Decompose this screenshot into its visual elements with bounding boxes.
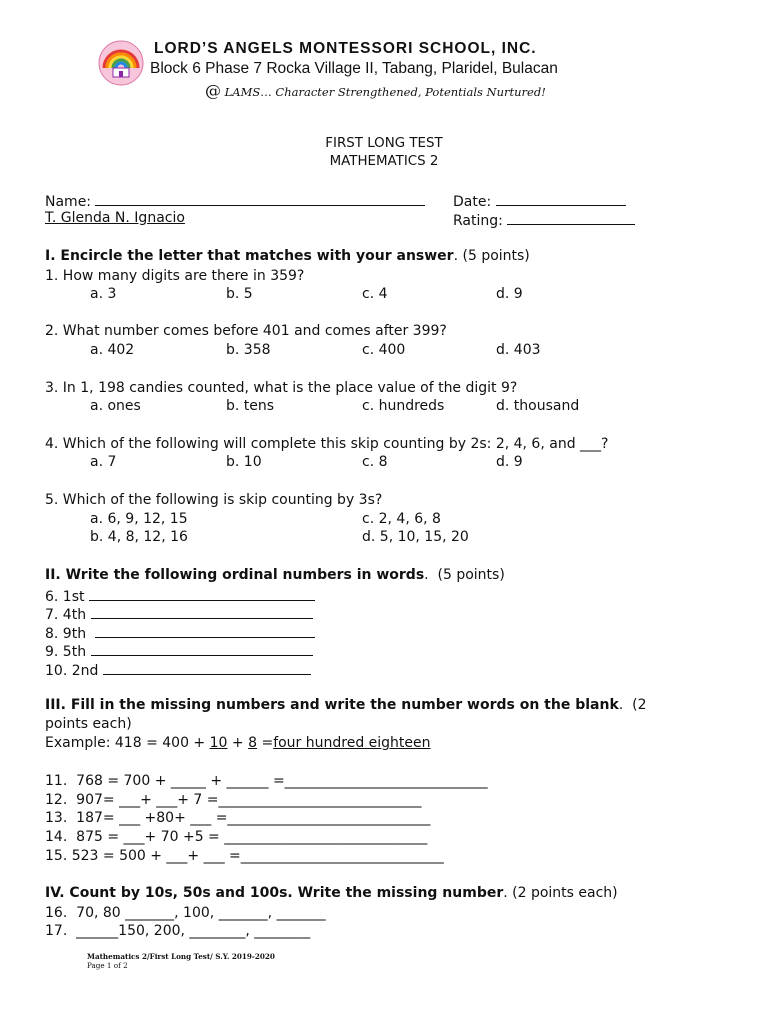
footer-course: Mathematics 2/First Long Test/ S.Y. 2019-2020 xyxy=(87,952,275,961)
ordinal-blank-10[interactable] xyxy=(103,660,311,675)
number-item-14[interactable]: 14. 875 = ___+ 70 +5 = _____________________________ xyxy=(45,829,428,845)
q5-option-c[interactable]: c. 2, 4, 6, 8 xyxy=(362,511,441,527)
q1-option-b[interactable]: b. 5 xyxy=(226,286,253,302)
part3-example xyxy=(45,735,431,751)
number-item-15[interactable]: 15. 523 = 500 + ___+ ___ =_____________________________ xyxy=(45,848,444,864)
footer-page: Page 1 of 2 xyxy=(87,961,128,970)
name-label: Name: xyxy=(45,194,92,210)
example-equals: = xyxy=(257,735,274,751)
question-3: 3. In 1, 198 candies counted, what is the place value of the digit 9? xyxy=(45,380,518,396)
ordinal-label-8: 8. 9th xyxy=(45,626,87,642)
q2-option-d[interactable]: d. 403 xyxy=(496,342,541,358)
part4-heading-line xyxy=(45,885,618,901)
ordinal-label-7: 7. 4th xyxy=(45,607,87,623)
q1-option-a[interactable]: a. 3 xyxy=(90,286,117,302)
ordinal-item-7[interactable] xyxy=(45,604,313,623)
ordinal-blank-7[interactable] xyxy=(91,604,313,619)
date-field[interactable] xyxy=(453,191,626,210)
q2-option-b[interactable]: b. 358 xyxy=(226,342,271,358)
example-words: four hundred eighteen xyxy=(273,735,431,751)
part1-points: . (5 points) xyxy=(453,248,530,264)
school-logo-icon xyxy=(98,40,144,86)
ordinal-item-10[interactable] xyxy=(45,660,311,679)
name-blank[interactable] xyxy=(95,191,425,206)
part3-heading-line xyxy=(45,697,647,713)
ordinal-label-6: 6. 1st xyxy=(45,589,85,605)
part2-points: . (5 points) xyxy=(424,567,505,583)
part3-heading: III. Fill in the missing numbers and write the number words on the blank xyxy=(45,697,619,713)
number-item-11[interactable]: 11. 768 = 700 + _____ + ______ =_____________________________ xyxy=(45,773,488,789)
count-item-16[interactable]: 16. 70, 80 _______, 100, _______, _______ xyxy=(45,905,326,921)
rating-label: Rating: xyxy=(453,213,503,229)
question-1: 1. How many digits are there in 359? xyxy=(45,268,305,284)
q2-option-c[interactable]: c. 400 xyxy=(362,342,406,358)
count-item-17[interactable]: 17. ______150, 200, ________, ________ xyxy=(45,923,311,939)
part1-heading-line xyxy=(45,248,530,264)
number-item-12[interactable]: 12. 907= ___+ ___+ 7 =_____________________________ xyxy=(45,792,422,808)
date-label: Date: xyxy=(453,194,492,210)
ordinal-blank-8[interactable] xyxy=(95,623,315,638)
q4-option-a[interactable]: a. 7 xyxy=(90,454,117,470)
q3-option-a[interactable]: a. ones xyxy=(90,398,141,414)
question-2: 2. What number comes before 401 and comes after 399? xyxy=(45,323,447,339)
ordinal-blank-9[interactable] xyxy=(91,641,313,656)
q4-option-b[interactable]: b. 10 xyxy=(226,454,262,470)
teacher-name: T. Glenda N. Ignacio xyxy=(45,210,185,226)
ordinal-label-9: 9. 5th xyxy=(45,644,87,660)
motto-at-sign: @ xyxy=(205,81,221,100)
part2-heading-line xyxy=(45,567,505,583)
part3-points-cont: points each) xyxy=(45,716,132,732)
date-blank[interactable] xyxy=(496,191,626,206)
part4-points: . (2 points each) xyxy=(503,885,618,901)
example-prefix: Example: 418 = 400 + xyxy=(45,735,210,751)
part1-heading: I. Encircle the letter that matches with your answer xyxy=(45,248,454,264)
part4-heading: IV. Count by 10s, 50s and 100s. Write the missing number xyxy=(45,885,504,901)
ordinal-item-6[interactable] xyxy=(45,586,315,605)
ordinal-label-10: 10. 2nd xyxy=(45,663,99,679)
number-item-13[interactable]: 13. 187= ___ +80+ ___ =_____________________________ xyxy=(45,810,431,826)
rating-field[interactable] xyxy=(453,210,635,229)
ordinal-blank-6[interactable] xyxy=(89,586,315,601)
part3-points: . (2 xyxy=(618,697,647,713)
q1-option-c[interactable]: c. 4 xyxy=(362,286,388,302)
question-5: 5. Which of the following is skip counting by 3s? xyxy=(45,492,383,508)
q3-option-c[interactable]: c. hundreds xyxy=(362,398,445,414)
q3-option-b[interactable]: b. tens xyxy=(226,398,275,414)
ordinal-item-9[interactable] xyxy=(45,641,313,660)
q4-option-c[interactable]: c. 8 xyxy=(362,454,388,470)
example-plus: + xyxy=(227,735,249,751)
test-subject: MATHEMATICS 2 xyxy=(329,154,439,169)
school-motto xyxy=(205,81,546,100)
school-address: Block 6 Phase 7 Rocka Village II, Tabang, Plaridel, Bulacan xyxy=(150,60,558,77)
q4-option-d[interactable]: d. 9 xyxy=(496,454,523,470)
test-title: FIRST LONG TEST xyxy=(325,136,443,151)
q5-option-d[interactable]: d. 5, 10, 15, 20 xyxy=(362,529,469,545)
q2-option-a[interactable]: a. 402 xyxy=(90,342,135,358)
rating-blank[interactable] xyxy=(507,210,635,225)
school-name: LORD’S ANGELS MONTESSORI SCHOOL, INC. xyxy=(154,40,537,57)
q1-option-d[interactable]: d. 9 xyxy=(496,286,523,302)
ordinal-item-8[interactable] xyxy=(45,623,315,642)
q5-option-b[interactable]: b. 4, 8, 12, 16 xyxy=(90,529,188,545)
name-field[interactable] xyxy=(45,191,425,210)
question-4: 4. Which of the following will complete this skip counting by 2s: 2, 4, 6, and ___? xyxy=(45,436,609,452)
q3-option-d[interactable]: d. thousand xyxy=(496,398,580,414)
motto-text: LAMS… Character Strengthened, Potentials Nurtured! xyxy=(224,85,546,99)
q5-option-a[interactable]: a. 6, 9, 12, 15 xyxy=(90,511,188,527)
example-ones: 8 xyxy=(248,735,257,751)
part2-heading: II. Write the following ordinal numbers in words xyxy=(45,567,425,583)
example-tens: 10 xyxy=(209,735,228,751)
